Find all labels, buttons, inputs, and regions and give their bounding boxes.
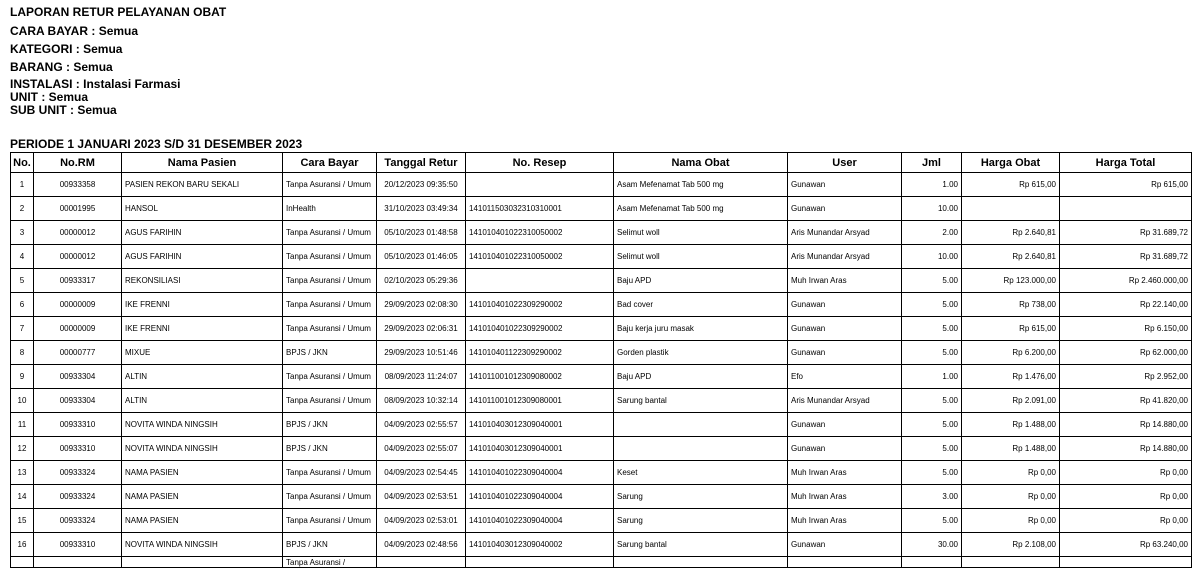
cell-harga-obat: [962, 557, 1060, 568]
cell-user: Gunawan: [788, 341, 902, 365]
cell-user: Aris Munandar Arsyad: [788, 221, 902, 245]
cell-harga-total: Rp 41.820,00: [1060, 389, 1192, 413]
cell-no-resep: 141010401022309040004: [466, 461, 614, 485]
cell-jml: 5.00: [902, 413, 962, 437]
cell-nama-obat: Keset: [614, 461, 788, 485]
cell-user: Gunawan: [788, 533, 902, 557]
cell-no-rm: 00000012: [34, 245, 122, 269]
cell-nama-obat: Asam Mefenamat Tab 500 mg: [614, 173, 788, 197]
cell-cara-bayar: Tanpa Asuransi / Umum: [283, 221, 377, 245]
col-header-user: User: [788, 153, 902, 173]
filter-value: Semua: [77, 103, 117, 117]
cell-no: 16: [11, 533, 34, 557]
cell-no: 7: [11, 317, 34, 341]
cell-no: 15: [11, 509, 34, 533]
cell-jml: 5.00: [902, 389, 962, 413]
cell-no-resep: 141011001012309080001: [466, 389, 614, 413]
cell-cara-bayar: BPJS / JKN: [283, 533, 377, 557]
cell-nama-obat: Baju APD: [614, 269, 788, 293]
table-row: [11, 317, 1192, 341]
cell-harga-total: Rp 31.689,72: [1060, 221, 1192, 245]
cell-nama-obat: [614, 437, 788, 461]
cell-no: [11, 557, 34, 568]
col-header-jml: Jml: [902, 153, 962, 173]
cell-user: [788, 557, 902, 568]
cell-jml: 5.00: [902, 437, 962, 461]
cell-harga-total: Rp 22.140,00: [1060, 293, 1192, 317]
cell-harga-obat: Rp 615,00: [962, 173, 1060, 197]
cell-nama-pasien: AGUS FARIHIN: [122, 245, 283, 269]
cell-no: 2: [11, 197, 34, 221]
cell-no-resep: 141010401022310050002: [466, 221, 614, 245]
report-periode: PERIODE 1 JANUARI 2023 S/D 31 DESEMBER 2023: [10, 137, 303, 151]
filter-label: BARANG: [10, 60, 63, 74]
table-row: [11, 365, 1192, 389]
cell-no: 13: [11, 461, 34, 485]
cell-no: 11: [11, 413, 34, 437]
cell-tanggal-retur: 05/10/2023 01:46:05: [377, 245, 466, 269]
cell-no-resep: 141010403012309040002: [466, 533, 614, 557]
table-row: [11, 461, 1192, 485]
cell-no-resep: [466, 173, 614, 197]
cell-user: Muh Irwan Aras: [788, 485, 902, 509]
cell-cara-bayar: Tanpa Asuransi / Umum: [283, 293, 377, 317]
cell-no-rm: 00933324: [34, 461, 122, 485]
cell-nama-pasien: HANSOL: [122, 197, 283, 221]
cell-no-rm: [34, 557, 122, 568]
cell-no-resep: 141010401022309040004: [466, 509, 614, 533]
cell-tanggal-retur: 20/12/2023 09:35:50: [377, 173, 466, 197]
cell-no: 3: [11, 221, 34, 245]
table-row: [11, 341, 1192, 365]
cell-no-resep: 141011503032310310001: [466, 197, 614, 221]
table-row: [11, 245, 1192, 269]
cell-no-resep: 141010401022309040004: [466, 485, 614, 509]
cell-cara-bayar: Tanpa Asuransi /: [283, 557, 377, 568]
filter-label: CARA BAYAR: [10, 24, 89, 38]
filter-label: UNIT: [10, 90, 38, 104]
cell-no: 5: [11, 269, 34, 293]
cell-user: Aris Munandar Arsyad: [788, 245, 902, 269]
cell-jml: 5.00: [902, 317, 962, 341]
cell-harga-total: Rp 31.689,72: [1060, 245, 1192, 269]
filter-barang: BARANG : Semua: [10, 60, 113, 74]
cell-harga-total: Rp 62.000,00: [1060, 341, 1192, 365]
cell-jml: 5.00: [902, 509, 962, 533]
cell-user: Gunawan: [788, 413, 902, 437]
cell-tanggal-retur: 02/10/2023 05:29:36: [377, 269, 466, 293]
cell-harga-total: [1060, 557, 1192, 568]
table-row: [11, 197, 1192, 221]
col-header-nama-obat: Nama Obat: [614, 153, 788, 173]
cell-no: 6: [11, 293, 34, 317]
cell-no-rm: 00000012: [34, 221, 122, 245]
cell-nama-obat: Gorden plastik: [614, 341, 788, 365]
cell-cara-bayar: Tanpa Asuransi / Umum: [283, 389, 377, 413]
filter-label: INSTALASI: [10, 77, 73, 91]
cell-jml: 30.00: [902, 533, 962, 557]
cell-no-rm: 00933358: [34, 173, 122, 197]
cell-harga-obat: Rp 738,00: [962, 293, 1060, 317]
cell-nama-pasien: IKE FRENNI: [122, 317, 283, 341]
cell-no: 12: [11, 437, 34, 461]
cell-harga-total: [1060, 197, 1192, 221]
cell-no-resep: 141010401022309290002: [466, 293, 614, 317]
cell-no-rm: 00933310: [34, 437, 122, 461]
cell-nama-pasien: [122, 557, 283, 568]
cell-no-resep: 141010403012309040001: [466, 437, 614, 461]
cell-no-resep: 141011001012309080002: [466, 365, 614, 389]
cell-harga-total: Rp 0,00: [1060, 485, 1192, 509]
col-header-harga-obat: Harga Obat: [962, 153, 1060, 173]
cell-tanggal-retur: 08/09/2023 11:24:07: [377, 365, 466, 389]
col-header-no: No.: [11, 153, 34, 173]
cell-user: Muh Irwan Aras: [788, 269, 902, 293]
cell-no-resep: [466, 557, 614, 568]
cell-user: Gunawan: [788, 197, 902, 221]
cell-tanggal-retur: 29/09/2023 10:51:46: [377, 341, 466, 365]
cell-harga-obat: Rp 615,00: [962, 317, 1060, 341]
cell-no-rm: 00933304: [34, 389, 122, 413]
cell-no-rm: 00933324: [34, 509, 122, 533]
cell-no-rm: 00000009: [34, 317, 122, 341]
cell-nama-obat: Baju APD: [614, 365, 788, 389]
cell-jml: 10.00: [902, 245, 962, 269]
cell-tanggal-retur: 29/09/2023 02:06:31: [377, 317, 466, 341]
cell-nama-obat: Selimut woll: [614, 245, 788, 269]
cell-jml: 5.00: [902, 341, 962, 365]
cell-cara-bayar: Tanpa Asuransi / Umum: [283, 317, 377, 341]
cell-harga-total: Rp 0,00: [1060, 461, 1192, 485]
cell-jml: 5.00: [902, 269, 962, 293]
cell-harga-obat: [962, 197, 1060, 221]
cell-no: 10: [11, 389, 34, 413]
cell-nama-obat: [614, 557, 788, 568]
cell-cara-bayar: BPJS / JKN: [283, 341, 377, 365]
cell-harga-total: Rp 6.150,00: [1060, 317, 1192, 341]
cell-no-rm: 00933324: [34, 485, 122, 509]
cell-jml: 1.00: [902, 173, 962, 197]
filter-value: Semua: [48, 90, 89, 104]
col-header-harga-total: Harga Total: [1060, 153, 1192, 173]
cell-tanggal-retur: 31/10/2023 03:49:34: [377, 197, 466, 221]
retur-table: [10, 152, 1192, 568]
table-row: [11, 173, 1192, 197]
cell-no: 14: [11, 485, 34, 509]
cell-tanggal-retur: 04/09/2023 02:53:01: [377, 509, 466, 533]
cell-no-resep: 141010403012309040001: [466, 413, 614, 437]
cell-cara-bayar: Tanpa Asuransi / Umum: [283, 509, 377, 533]
cell-cara-bayar: BPJS / JKN: [283, 413, 377, 437]
cell-nama-pasien: AGUS FARIHIN: [122, 221, 283, 245]
col-header-no-resep: No. Resep: [466, 153, 614, 173]
table-row: [11, 413, 1192, 437]
cell-nama-obat: Bad cover: [614, 293, 788, 317]
cell-no-rm: 00000777: [34, 341, 122, 365]
cell-nama-pasien: IKE FRENNI: [122, 293, 283, 317]
cell-cara-bayar: Tanpa Asuransi / Umum: [283, 245, 377, 269]
cell-nama-pasien: NOVITA WINDA NINGSIH: [122, 437, 283, 461]
cell-cara-bayar: Tanpa Asuransi / Umum: [283, 461, 377, 485]
cell-tanggal-retur: [377, 557, 466, 568]
col-header-nama-pasien: Nama Pasien: [122, 153, 283, 173]
cell-nama-pasien: NAMA PASIEN: [122, 509, 283, 533]
cell-nama-pasien: ALTIN: [122, 389, 283, 413]
cell-nama-obat: [614, 413, 788, 437]
cell-tanggal-retur: 04/09/2023 02:55:57: [377, 413, 466, 437]
cell-nama-pasien: REKONSILIASI: [122, 269, 283, 293]
cell-nama-pasien: ALTIN: [122, 365, 283, 389]
cell-no-resep: [466, 269, 614, 293]
cell-nama-obat: Sarung: [614, 509, 788, 533]
cell-harga-obat: Rp 1.476,00: [962, 365, 1060, 389]
filter-cara-bayar: CARA BAYAR : Semua: [10, 24, 139, 38]
filter-label: KATEGORI: [10, 42, 73, 56]
cell-harga-total: Rp 63.240,00: [1060, 533, 1192, 557]
cell-harga-obat: Rp 1.488,00: [962, 413, 1060, 437]
cell-jml: 10.00: [902, 197, 962, 221]
cell-jml: 5.00: [902, 461, 962, 485]
cell-no: 8: [11, 341, 34, 365]
cell-harga-obat: Rp 2.091,00: [962, 389, 1060, 413]
cell-nama-pasien: PASIEN REKON BARU SEKALI: [122, 173, 283, 197]
cell-harga-total: Rp 0,00: [1060, 509, 1192, 533]
table-row: [11, 485, 1192, 509]
cell-user: Gunawan: [788, 317, 902, 341]
cell-no-rm: 00001995: [34, 197, 122, 221]
table-row: [11, 533, 1192, 557]
cell-nama-pasien: MIXUE: [122, 341, 283, 365]
cell-nama-obat: Asam Mefenamat Tab 500 mg: [614, 197, 788, 221]
cell-no-resep: 141010401022310050002: [466, 245, 614, 269]
cell-jml: 3.00: [902, 485, 962, 509]
cell-harga-total: Rp 2.952,00: [1060, 365, 1192, 389]
cell-cara-bayar: Tanpa Asuransi / Umum: [283, 269, 377, 293]
cell-nama-obat: Sarung: [614, 485, 788, 509]
cell-no-rm: 00933304: [34, 365, 122, 389]
filter-value: Semua: [98, 24, 139, 38]
cell-jml: 1.00: [902, 365, 962, 389]
cell-jml: 2.00: [902, 221, 962, 245]
table-row: [11, 389, 1192, 413]
cell-cara-bayar: InHealth: [283, 197, 377, 221]
cell-no-rm: 00000009: [34, 293, 122, 317]
cell-nama-obat: Sarung bantal: [614, 533, 788, 557]
cell-user: Gunawan: [788, 437, 902, 461]
cell-tanggal-retur: 08/09/2023 10:32:14: [377, 389, 466, 413]
table-row: [11, 269, 1192, 293]
filter-instalasi: INSTALASI : Instalasi Farmasi: [10, 77, 181, 91]
cell-cara-bayar: BPJS / JKN: [283, 437, 377, 461]
cell-user: Efo: [788, 365, 902, 389]
cell-tanggal-retur: 04/09/2023 02:53:51: [377, 485, 466, 509]
cell-cara-bayar: Tanpa Asuransi / Umum: [283, 365, 377, 389]
filter-value: Semua: [73, 60, 113, 74]
cell-cara-bayar: Tanpa Asuransi / Umum: [283, 173, 377, 197]
header-row: [11, 153, 1192, 173]
cell-harga-total: Rp 2.460.000,00: [1060, 269, 1192, 293]
cell-harga-obat: Rp 0,00: [962, 509, 1060, 533]
cell-jml: [902, 557, 962, 568]
filter-value: Semua: [83, 42, 123, 56]
cell-harga-obat: Rp 0,00: [962, 485, 1060, 509]
cell-harga-obat: Rp 2.640,81: [962, 221, 1060, 245]
cell-harga-total: Rp 14.880,00: [1060, 413, 1192, 437]
cell-tanggal-retur: 05/10/2023 01:48:58: [377, 221, 466, 245]
col-header-cara-bayar: Cara Bayar: [283, 153, 377, 173]
filter-unit: UNIT : Semua: [10, 90, 89, 104]
cell-tanggal-retur: 04/09/2023 02:54:45: [377, 461, 466, 485]
cell-harga-obat: Rp 2.108,00: [962, 533, 1060, 557]
cell-no-rm: 00933317: [34, 269, 122, 293]
filter-label: SUB UNIT: [10, 103, 67, 117]
cell-harga-obat: Rp 0,00: [962, 461, 1060, 485]
cell-cara-bayar: Tanpa Asuransi / Umum: [283, 485, 377, 509]
cell-no-resep: 141010401122309290002: [466, 341, 614, 365]
filter-value: Instalasi Farmasi: [83, 77, 181, 91]
cell-no: 1: [11, 173, 34, 197]
table-row: [11, 293, 1192, 317]
cell-harga-obat: Rp 2.640,81: [962, 245, 1060, 269]
cell-user: Muh Irwan Aras: [788, 461, 902, 485]
cell-nama-obat: Baju kerja juru masak: [614, 317, 788, 341]
cell-harga-obat: Rp 6.200,00: [962, 341, 1060, 365]
cell-nama-obat: Sarung bantal: [614, 389, 788, 413]
table-row: [11, 221, 1192, 245]
cell-user: Muh Irwan Aras: [788, 509, 902, 533]
cell-user: Gunawan: [788, 173, 902, 197]
col-header-no-rm: No.RM: [34, 153, 122, 173]
filter-sub-unit: SUB UNIT : Semua: [10, 103, 117, 117]
cell-user: Gunawan: [788, 293, 902, 317]
table-row: [11, 509, 1192, 533]
cell-harga-total: Rp 615,00: [1060, 173, 1192, 197]
cell-no-resep: 141010401022309290002: [466, 317, 614, 341]
table-row: [11, 557, 1192, 568]
cell-harga-obat: Rp 123.000,00: [962, 269, 1060, 293]
cell-tanggal-retur: 04/09/2023 02:55:07: [377, 437, 466, 461]
cell-nama-pasien: NAMA PASIEN: [122, 461, 283, 485]
cell-no-rm: 00933310: [34, 533, 122, 557]
cell-nama-pasien: NAMA PASIEN: [122, 485, 283, 509]
cell-tanggal-retur: 04/09/2023 02:48:56: [377, 533, 466, 557]
cell-nama-pasien: NOVITA WINDA NINGSIH: [122, 413, 283, 437]
cell-nama-pasien: NOVITA WINDA NINGSIH: [122, 533, 283, 557]
filter-kategori: KATEGORI : Semua: [10, 42, 123, 56]
table-row: [11, 437, 1192, 461]
col-header-tanggal-retur: Tanggal Retur: [377, 153, 466, 173]
cell-harga-obat: Rp 1.488,00: [962, 437, 1060, 461]
cell-tanggal-retur: 29/09/2023 02:08:30: [377, 293, 466, 317]
table-body: [11, 173, 1192, 568]
table-header: [11, 153, 1192, 173]
cell-nama-obat: Selimut woll: [614, 221, 788, 245]
cell-no-rm: 00933310: [34, 413, 122, 437]
cell-user: Aris Munandar Arsyad: [788, 389, 902, 413]
cell-harga-total: Rp 14.880,00: [1060, 437, 1192, 461]
cell-no: 9: [11, 365, 34, 389]
cell-no: 4: [11, 245, 34, 269]
report-title: LAPORAN RETUR PELAYANAN OBAT: [10, 5, 227, 19]
cell-jml: 5.00: [902, 293, 962, 317]
